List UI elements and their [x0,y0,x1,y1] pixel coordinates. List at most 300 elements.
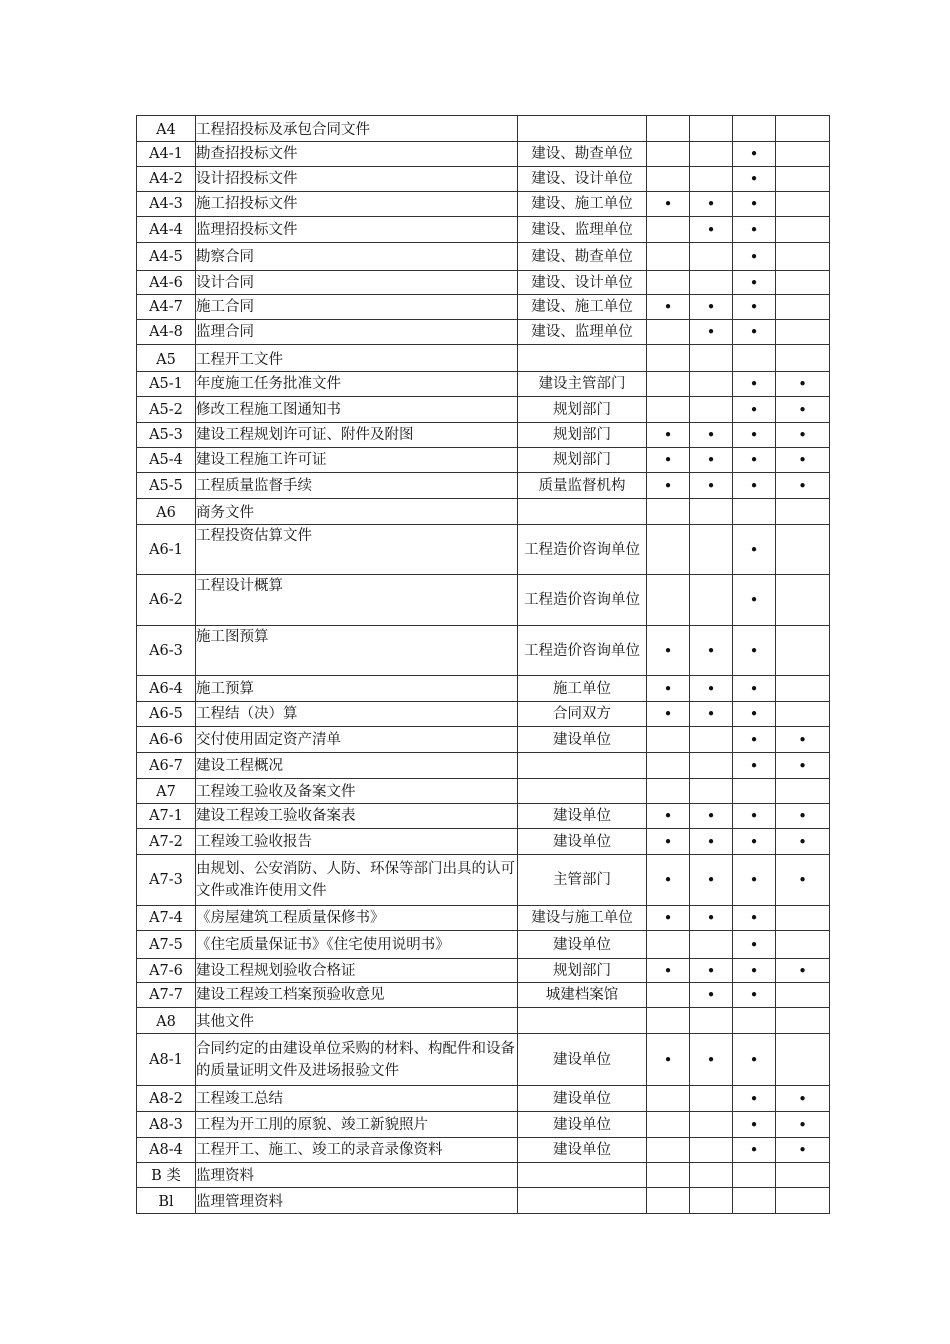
row-archive-mark-3: • [733,372,776,397]
row-archive-mark-3: • [733,525,776,575]
row-archive-mark-1: • [647,702,690,727]
row-archive-mark-2: • [690,702,733,727]
row-archive-mark-2: • [690,676,733,702]
table-row [137,525,830,575]
row-archive-mark-4 [776,906,830,931]
row-archive-mark-2 [690,1163,733,1188]
row-archive-mark-1: • [647,295,690,320]
table-row [137,372,830,397]
row-archive-mark-1 [647,345,690,372]
row-archive-mark-2 [690,1138,733,1163]
row-archive-mark-4: • [776,1138,830,1163]
row-archive-mark-3: • [733,855,776,906]
row-responsible-unit [518,1163,647,1188]
row-responsible-unit: 建设、勘查单位 [518,243,647,271]
table-row [137,167,830,192]
row-document-name: 商务文件 [196,499,518,525]
row-document-name: 监理招投标文件 [196,217,518,243]
row-archive-mark-2 [690,779,733,804]
row-archive-mark-1: • [647,804,690,829]
row-archive-mark-2 [690,116,733,142]
row-archive-mark-1 [647,320,690,345]
row-archive-mark-3: • [733,983,776,1008]
row-archive-mark-1: • [647,829,690,855]
row-archive-mark-3: • [733,167,776,192]
row-responsible-unit: 建设单位 [518,1086,647,1112]
row-archive-mark-3: • [733,271,776,295]
row-code: A5 [137,345,196,372]
row-document-name: 勘查招投标文件 [196,142,518,167]
row-responsible-unit: 合同双方 [518,702,647,727]
row-archive-mark-4 [776,779,830,804]
row-archive-mark-4 [776,167,830,192]
row-archive-mark-3: • [733,423,776,448]
row-responsible-unit [518,1188,647,1214]
row-document-name: 勘察合同 [196,243,518,271]
row-code: A4-1 [137,142,196,167]
row-archive-mark-1: • [647,906,690,931]
row-code: A6-2 [137,575,196,626]
row-archive-mark-2 [690,397,733,423]
row-document-name: 施工合同 [196,295,518,320]
table-row [137,829,830,855]
row-document-name: 设计合同 [196,271,518,295]
table-row [137,142,830,167]
row-archive-mark-4: • [776,804,830,829]
row-archive-mark-3 [733,345,776,372]
table-row [137,727,830,753]
row-archive-mark-2 [690,727,733,753]
row-code: A5-4 [137,448,196,473]
row-archive-mark-1 [647,1086,690,1112]
row-code: A8-4 [137,1138,196,1163]
row-archive-mark-1: • [647,855,690,906]
table-row [137,473,830,499]
row-responsible-unit [518,116,647,142]
row-code: A7-7 [137,983,196,1008]
row-archive-mark-2 [690,753,733,779]
table-row [137,192,830,217]
row-code: Bl [137,1188,196,1214]
row-archive-mark-3: • [733,1138,776,1163]
row-archive-mark-2: • [690,855,733,906]
row-archive-mark-1 [647,575,690,626]
row-code: A6-4 [137,676,196,702]
row-document-name: 施工招投标文件 [196,192,518,217]
row-responsible-unit [518,1008,647,1034]
row-archive-mark-3: • [733,931,776,959]
row-responsible-unit: 建设单位 [518,1034,647,1086]
row-archive-mark-1: • [647,626,690,676]
row-document-name: 工程开工、施工、竣工的录音录像资料 [196,1138,518,1163]
row-archive-mark-3: • [733,727,776,753]
row-archive-mark-3: • [733,295,776,320]
table-row [137,217,830,243]
row-archive-mark-4 [776,116,830,142]
row-responsible-unit: 城建档案馆 [518,983,647,1008]
row-archive-mark-1: • [647,473,690,499]
row-code: A7-6 [137,959,196,983]
table-row [137,116,830,142]
row-archive-mark-3 [733,499,776,525]
table-row [137,271,830,295]
row-archive-mark-1 [647,1008,690,1034]
row-archive-mark-3: • [733,702,776,727]
row-archive-mark-4: • [776,397,830,423]
row-archive-mark-1 [647,499,690,525]
row-code: A6-3 [137,626,196,676]
table-row [137,1138,830,1163]
row-code: A7-1 [137,804,196,829]
row-code: A7-4 [137,906,196,931]
row-document-name: 工程设计概算 [196,575,518,626]
row-archive-mark-4: • [776,1112,830,1138]
row-code: A8 [137,1008,196,1034]
row-responsible-unit: 建设、监理单位 [518,217,647,243]
row-responsible-unit: 主管部门 [518,855,647,906]
row-archive-mark-4: • [776,829,830,855]
row-document-name: 工程招投标及承包合同文件 [196,116,518,142]
row-archive-mark-4: • [776,1086,830,1112]
row-archive-mark-1 [647,1112,690,1138]
row-archive-mark-1 [647,1138,690,1163]
row-responsible-unit: 建设、监理单位 [518,320,647,345]
row-archive-mark-4 [776,575,830,626]
table-row [137,1034,830,1086]
row-archive-mark-1 [647,271,690,295]
row-archive-mark-1: • [647,1034,690,1086]
row-archive-mark-4 [776,243,830,271]
row-archive-mark-3: • [733,1034,776,1086]
table-row [137,1086,830,1112]
row-document-name: 监理合同 [196,320,518,345]
row-document-name: 建设工程竣工验收备案表 [196,804,518,829]
row-responsible-unit: 建设、设计单位 [518,167,647,192]
row-archive-mark-3 [733,1008,776,1034]
row-archive-mark-4 [776,345,830,372]
row-document-name: 设计招投标文件 [196,167,518,192]
table-row [137,753,830,779]
row-archive-mark-1 [647,931,690,959]
row-document-name: 监理资料 [196,1163,518,1188]
table-row [137,1008,830,1034]
row-document-name: 施工图预算 [196,626,518,676]
row-archive-mark-3: • [733,1112,776,1138]
row-document-name: 由规划、公安消防、人防、环保等部门出具的认可文件或准许使用文件 [196,855,518,906]
row-archive-mark-2: • [690,192,733,217]
row-responsible-unit: 建设、施工单位 [518,192,647,217]
row-archive-mark-3: • [733,142,776,167]
table-row [137,345,830,372]
row-archive-mark-1 [647,1163,690,1188]
row-archive-mark-1: • [647,676,690,702]
row-responsible-unit [518,753,647,779]
row-responsible-unit [518,499,647,525]
row-archive-mark-4: • [776,448,830,473]
row-document-name: 建设工程施工许可证 [196,448,518,473]
row-document-name: 《房屋建筑工程质量保修书》 [196,906,518,931]
row-archive-mark-2 [690,1008,733,1034]
row-archive-mark-1 [647,525,690,575]
row-responsible-unit: 规划部门 [518,397,647,423]
row-archive-mark-3: • [733,192,776,217]
row-code: A7-2 [137,829,196,855]
row-archive-mark-4 [776,271,830,295]
row-archive-mark-4: • [776,423,830,448]
row-document-name: 年度施工任务批准文件 [196,372,518,397]
row-archive-mark-1 [647,727,690,753]
row-document-name: 建设工程概况 [196,753,518,779]
row-archive-mark-4 [776,983,830,1008]
row-code: A5-3 [137,423,196,448]
row-archive-mark-2: • [690,423,733,448]
row-responsible-unit: 施工单位 [518,676,647,702]
row-archive-mark-3 [733,1163,776,1188]
table-row [137,855,830,906]
row-archive-mark-3: • [733,626,776,676]
row-responsible-unit: 质量监督机构 [518,473,647,499]
row-responsible-unit [518,345,647,372]
row-archive-mark-2: • [690,295,733,320]
row-document-name: 《住宅质量保证书》《住宅使用说明书》 [196,931,518,959]
row-code: A4-2 [137,167,196,192]
row-document-name: 工程结（决）算 [196,702,518,727]
table-body [137,116,830,1214]
row-code: A5-5 [137,473,196,499]
row-responsible-unit: 建设单位 [518,829,647,855]
row-archive-mark-2: • [690,473,733,499]
table-row [137,702,830,727]
row-archive-mark-2: • [690,217,733,243]
row-responsible-unit: 规划部门 [518,959,647,983]
row-archive-mark-2 [690,345,733,372]
row-archive-mark-2: • [690,829,733,855]
row-document-name: 工程开工文件 [196,345,518,372]
row-archive-mark-1 [647,753,690,779]
row-archive-mark-3: • [733,906,776,931]
row-archive-mark-4: • [776,473,830,499]
row-archive-mark-1 [647,217,690,243]
row-responsible-unit: 建设单位 [518,931,647,959]
row-archive-mark-3: • [733,448,776,473]
row-code: A5-2 [137,397,196,423]
row-archive-mark-4 [776,320,830,345]
row-archive-mark-3 [733,779,776,804]
row-archive-mark-4 [776,1163,830,1188]
row-archive-mark-2 [690,372,733,397]
row-document-name: 工程投资估算文件 [196,525,518,575]
row-archive-mark-1 [647,116,690,142]
row-archive-mark-2 [690,931,733,959]
row-code: A4-4 [137,217,196,243]
row-archive-mark-3: • [733,959,776,983]
row-archive-mark-2: • [690,906,733,931]
row-archive-mark-3: • [733,829,776,855]
row-archive-mark-2 [690,1086,733,1112]
row-archive-mark-3: • [733,243,776,271]
row-code: A7-5 [137,931,196,959]
row-archive-mark-4 [776,142,830,167]
row-archive-mark-2: • [690,959,733,983]
row-archive-mark-3: • [733,1086,776,1112]
row-archive-mark-1 [647,983,690,1008]
row-archive-mark-3: • [733,397,776,423]
row-document-name: 合同约定的由建设单位采购的材料、构配件和设备的质量证明文件及进场报验文件 [196,1034,518,1086]
table-row [137,320,830,345]
row-code: A6-5 [137,702,196,727]
table-row [137,1112,830,1138]
row-responsible-unit: 建设、勘查单位 [518,142,647,167]
row-code: A5-1 [137,372,196,397]
row-archive-mark-2: • [690,983,733,1008]
row-code: A7 [137,779,196,804]
row-document-name: 建设工程规划许可证、附件及附图 [196,423,518,448]
row-code: B 类 [137,1163,196,1188]
row-archive-mark-2 [690,575,733,626]
row-archive-mark-4 [776,192,830,217]
row-archive-mark-2: • [690,448,733,473]
row-archive-mark-1: • [647,192,690,217]
row-archive-mark-2 [690,1188,733,1214]
row-responsible-unit: 工程造价咨询单位 [518,575,647,626]
table-row [137,448,830,473]
row-archive-mark-2 [690,142,733,167]
row-archive-mark-2: • [690,1034,733,1086]
row-archive-mark-3: • [733,320,776,345]
row-archive-mark-1: • [647,448,690,473]
row-code: A7-3 [137,855,196,906]
table-row [137,499,830,525]
row-code: A6-7 [137,753,196,779]
table-row [137,423,830,448]
row-responsible-unit: 工程造价咨询单位 [518,626,647,676]
row-document-name: 交付使用固定资产清单 [196,727,518,753]
row-archive-mark-2 [690,1112,733,1138]
row-responsible-unit: 建设单位 [518,727,647,753]
row-code: A4-7 [137,295,196,320]
row-responsible-unit: 建设单位 [518,1112,647,1138]
row-archive-mark-4: • [776,727,830,753]
row-archive-mark-3: • [733,753,776,779]
row-archive-mark-3 [733,1188,776,1214]
table-row [137,959,830,983]
row-archive-mark-4 [776,525,830,575]
row-archive-mark-3: • [733,575,776,626]
row-code: A4-6 [137,271,196,295]
row-archive-mark-2 [690,243,733,271]
row-archive-mark-2 [690,525,733,575]
row-archive-mark-1 [647,397,690,423]
row-archive-mark-2: • [690,320,733,345]
table-row [137,1163,830,1188]
row-responsible-unit: 建设主管部门 [518,372,647,397]
row-archive-mark-1 [647,167,690,192]
row-archive-mark-1 [647,1188,690,1214]
table-row [137,626,830,676]
row-code: A6-1 [137,525,196,575]
row-archive-mark-4 [776,1034,830,1086]
row-archive-mark-4: • [776,959,830,983]
row-responsible-unit: 建设单位 [518,1138,647,1163]
table-row [137,397,830,423]
row-document-name: 施工预算 [196,676,518,702]
row-archive-mark-2: • [690,626,733,676]
row-archive-mark-4: • [776,753,830,779]
table-row [137,575,830,626]
row-document-name: 工程竣工验收及备案文件 [196,779,518,804]
row-archive-mark-2: • [690,804,733,829]
table-row [137,779,830,804]
row-archive-mark-4 [776,217,830,243]
table-row [137,983,830,1008]
row-archive-mark-4 [776,676,830,702]
row-document-name: 监理管理资料 [196,1188,518,1214]
table-row [137,243,830,271]
row-archive-mark-4 [776,626,830,676]
table-row [137,676,830,702]
row-archive-mark-3: • [733,676,776,702]
row-archive-mark-4 [776,499,830,525]
row-responsible-unit: 规划部门 [518,448,647,473]
row-archive-mark-1 [647,779,690,804]
row-code: A4-3 [137,192,196,217]
row-code: A4-5 [137,243,196,271]
row-archive-mark-1 [647,142,690,167]
row-archive-mark-1: • [647,423,690,448]
row-document-name: 其他文件 [196,1008,518,1034]
row-archive-mark-1 [647,372,690,397]
row-document-name: 工程竣工验收报告 [196,829,518,855]
row-document-name: 工程竣工总结 [196,1086,518,1112]
table-row [137,1188,830,1214]
row-document-name: 工程质量监督手续 [196,473,518,499]
row-responsible-unit: 工程造价咨询单位 [518,525,647,575]
document-table [136,115,830,1214]
row-archive-mark-4 [776,1008,830,1034]
table-row [137,295,830,320]
row-code: A4 [137,116,196,142]
row-responsible-unit: 建设、设计单位 [518,271,647,295]
row-archive-mark-3: • [733,217,776,243]
row-document-name: 修改工程施工图通知书 [196,397,518,423]
table-row [137,804,830,829]
row-code: A8-2 [137,1086,196,1112]
row-archive-mark-4 [776,1188,830,1214]
row-document-name: 工程为开工刖的原貌、竣工新貌照片 [196,1112,518,1138]
row-code: A8-1 [137,1034,196,1086]
row-archive-mark-3: • [733,804,776,829]
row-archive-mark-2 [690,499,733,525]
row-archive-mark-4 [776,931,830,959]
row-document-name: 建设工程竣工档案预验收意见 [196,983,518,1008]
row-document-name: 建设工程规划验收合格证 [196,959,518,983]
row-archive-mark-1: • [647,959,690,983]
table-row [137,906,830,931]
row-archive-mark-3: • [733,473,776,499]
row-archive-mark-2 [690,167,733,192]
row-responsible-unit [518,779,647,804]
row-archive-mark-2 [690,271,733,295]
row-code: A6-6 [137,727,196,753]
row-archive-mark-4 [776,295,830,320]
row-archive-mark-4: • [776,372,830,397]
row-archive-mark-3 [733,116,776,142]
row-archive-mark-4: • [776,855,830,906]
row-archive-mark-1 [647,243,690,271]
row-responsible-unit: 建设、施工单位 [518,295,647,320]
row-responsible-unit: 建设与施工单位 [518,906,647,931]
row-code: A6 [137,499,196,525]
